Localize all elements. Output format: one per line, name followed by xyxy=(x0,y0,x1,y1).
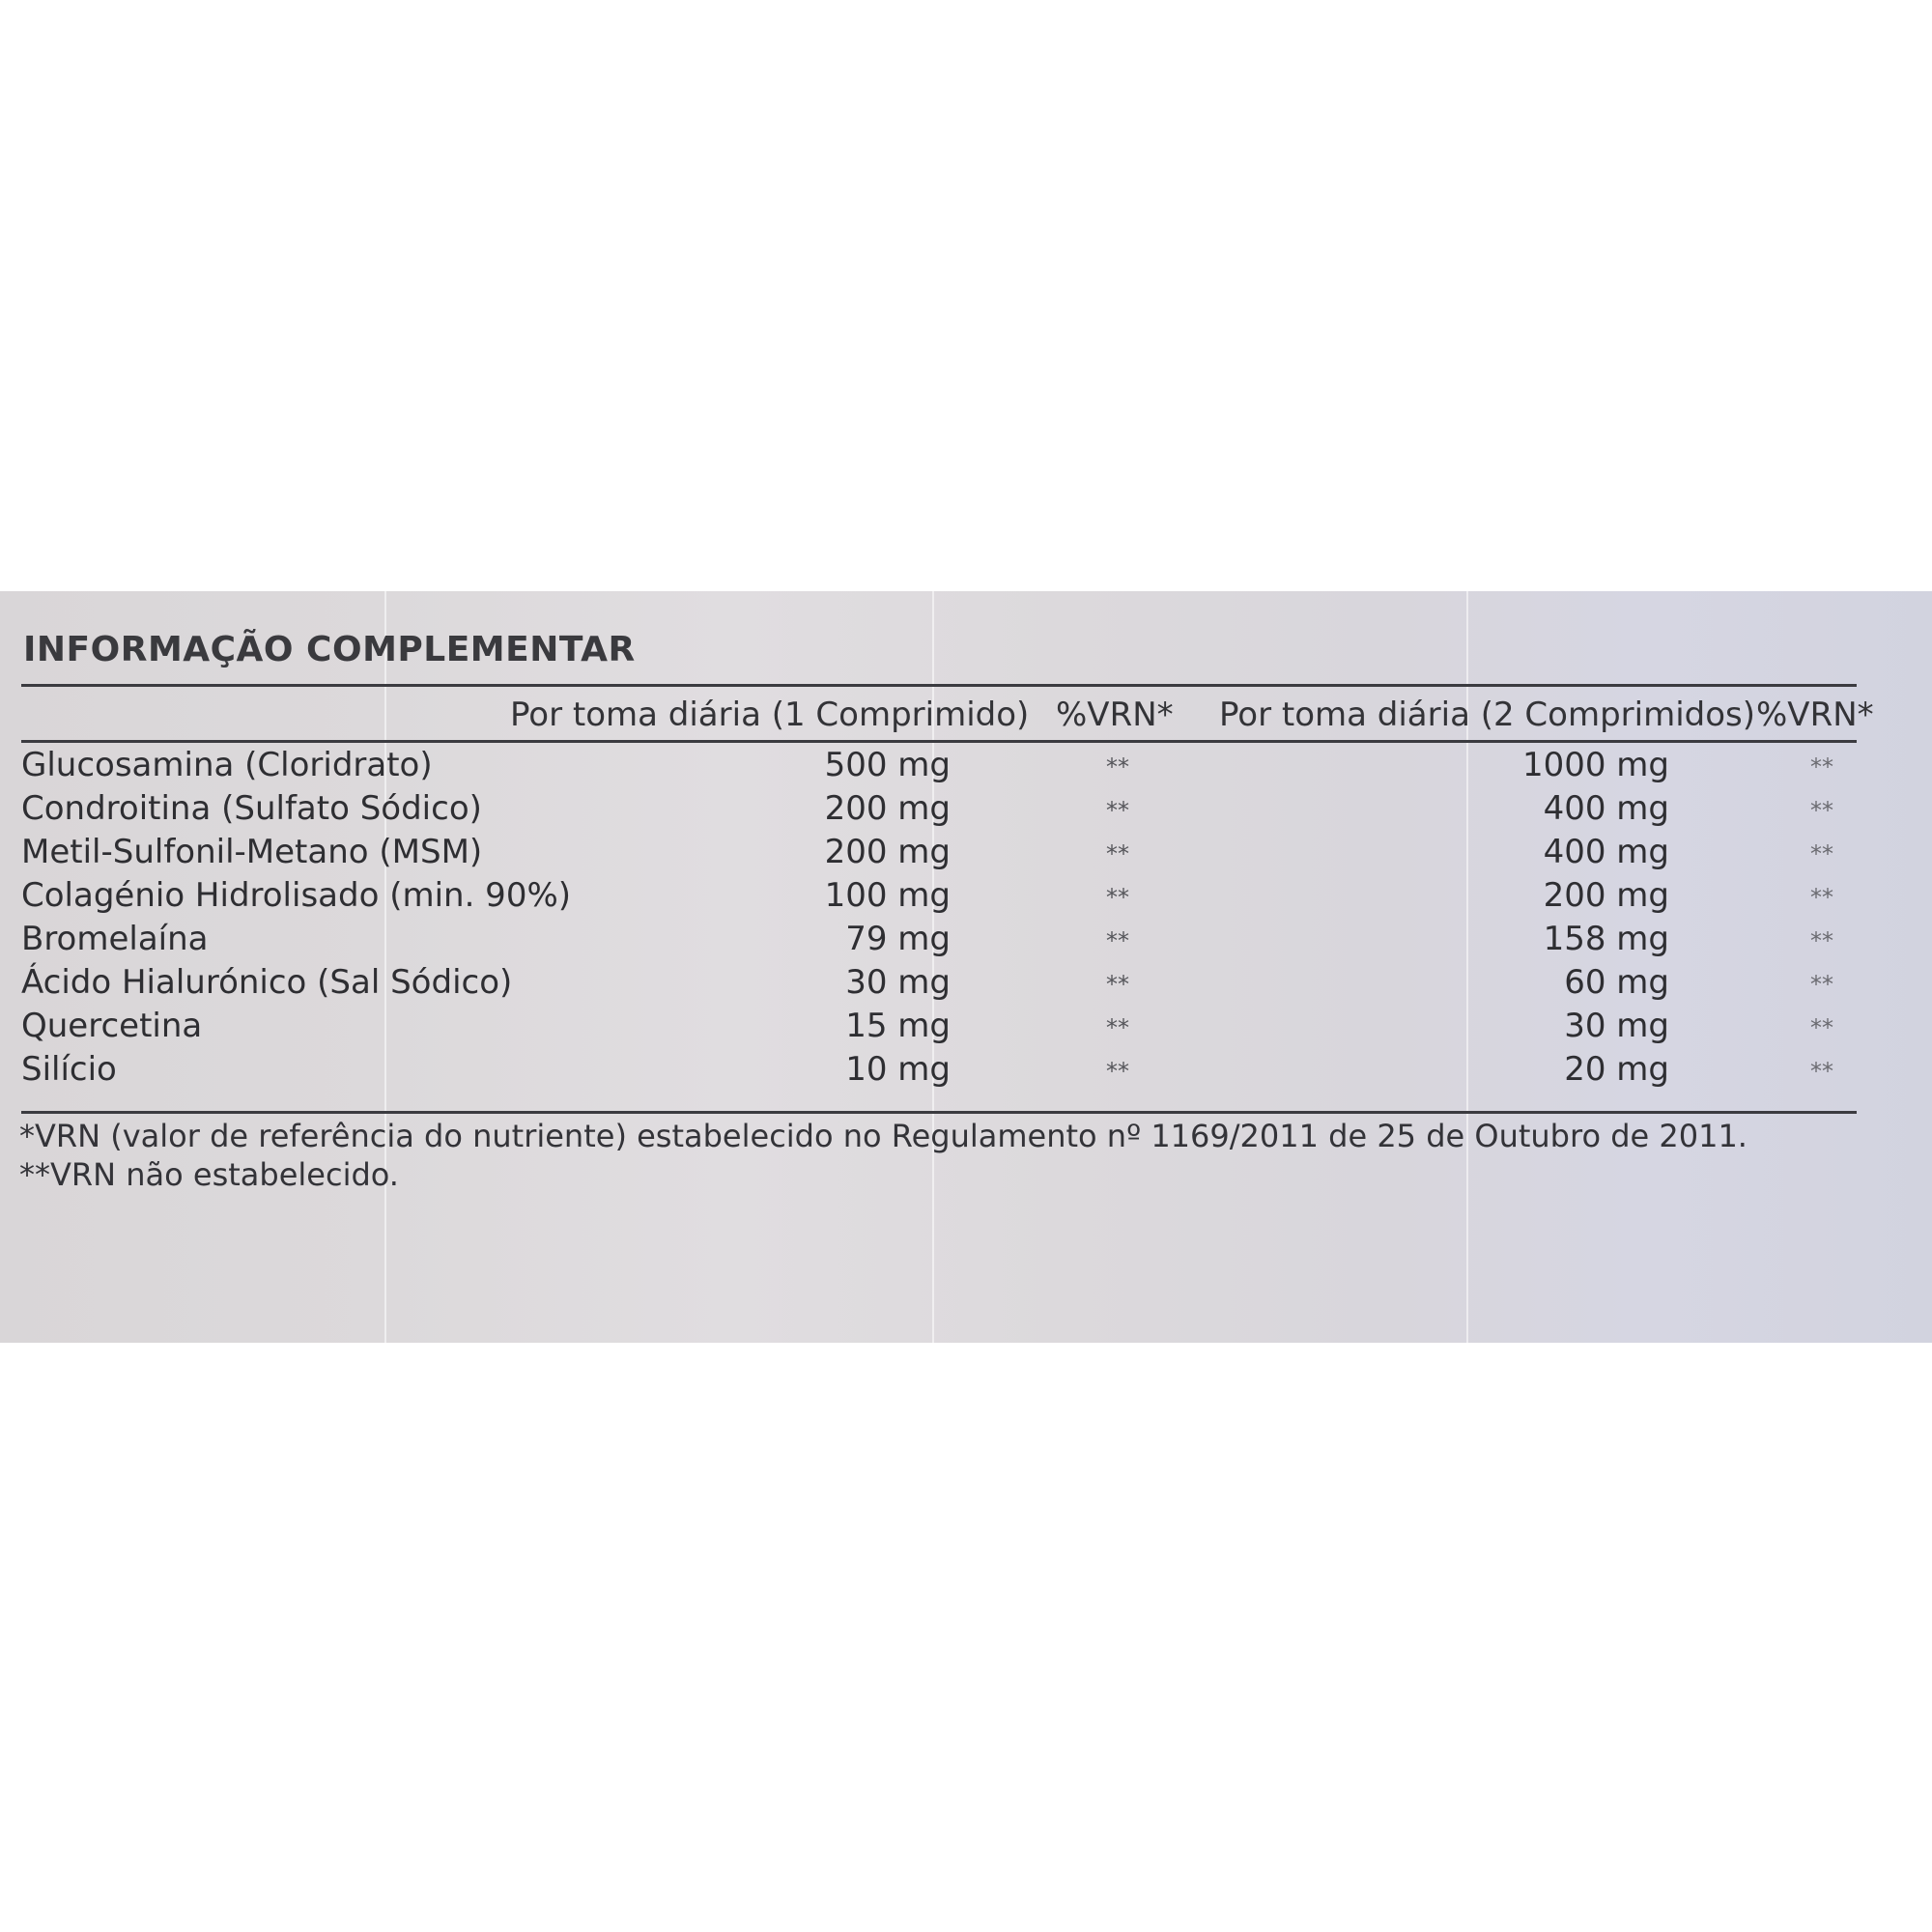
vrn-2-tablets: ** xyxy=(1810,840,1833,867)
dose-2-tablets: 30 mg xyxy=(1564,1007,1669,1045)
ingredient-name: Colagénio Hidrolisado (min. 90%) xyxy=(21,876,572,915)
vrn-2-tablets: ** xyxy=(1810,753,1833,781)
vrn-1-tablet: ** xyxy=(1106,1058,1129,1085)
table-row xyxy=(0,833,1932,875)
dose-2-tablets: 400 mg xyxy=(1543,833,1669,871)
vrn-2-tablets: ** xyxy=(1810,797,1833,824)
vrn-1-tablet: ** xyxy=(1106,927,1129,954)
supplement-label xyxy=(0,591,1932,1343)
dose-1-tablet: 200 mg xyxy=(824,833,951,871)
dose-2-tablets: 400 mg xyxy=(1543,789,1669,828)
table-row xyxy=(0,1050,1932,1093)
vrn-1-tablet: ** xyxy=(1106,884,1129,911)
ingredient-name: Glucosamina (Cloridrato) xyxy=(21,746,433,784)
ingredient-name: Ácido Hialurónico (Sal Sódico) xyxy=(21,963,513,1002)
vrn-1-tablet: ** xyxy=(1106,753,1129,781)
vrn-2-tablets: ** xyxy=(1810,971,1833,998)
section-title: INFORMAÇÃO COMPLEMENTAR xyxy=(23,630,636,669)
vrn-2-tablets: ** xyxy=(1810,1058,1833,1085)
ingredient-name: Silício xyxy=(21,1050,117,1089)
table-row xyxy=(0,876,1932,919)
table-row xyxy=(0,963,1932,1006)
dose-2-tablets: 60 mg xyxy=(1564,963,1669,1002)
vrn-1-tablet: ** xyxy=(1106,840,1129,867)
dose-2-tablets: 200 mg xyxy=(1543,876,1669,915)
dose-1-tablet: 79 mg xyxy=(845,920,951,958)
header-vrn-1: %VRN* xyxy=(1056,696,1174,734)
header-bottom-rule xyxy=(21,740,1857,743)
header-per-day-1: Por toma diária (1 Comprimido) xyxy=(510,696,1030,734)
vrn-2-tablets: ** xyxy=(1810,927,1833,954)
dose-1-tablet: 10 mg xyxy=(845,1050,951,1089)
footnote-vrn-not-established: **VRN não estabelecido. xyxy=(19,1156,399,1193)
dose-1-tablet: 500 mg xyxy=(824,746,951,784)
header-vrn-2: %VRN* xyxy=(1756,696,1874,734)
vrn-1-tablet: ** xyxy=(1106,797,1129,824)
vrn-1-tablet: ** xyxy=(1106,971,1129,998)
ingredient-name: Condroitina (Sulfato Sódico) xyxy=(21,789,482,828)
vrn-1-tablet: ** xyxy=(1106,1014,1129,1041)
dose-2-tablets: 158 mg xyxy=(1543,920,1669,958)
ingredient-name: Bromelaína xyxy=(21,920,209,958)
ingredient-name: Quercetina xyxy=(21,1007,203,1045)
dose-1-tablet: 200 mg xyxy=(824,789,951,828)
table-row xyxy=(0,1007,1932,1049)
footnote-vrn-definition: *VRN (valor de referência do nutriente) estabelecido no Regulamento nº 1169/2011 de 25 de Outubro de 2011. xyxy=(19,1118,1747,1154)
dose-2-tablets: 20 mg xyxy=(1564,1050,1669,1089)
dose-1-tablet: 100 mg xyxy=(824,876,951,915)
dose-2-tablets: 1000 mg xyxy=(1521,746,1669,784)
table-row xyxy=(0,746,1932,788)
ingredient-name: Metil-Sulfonil-Metano (MSM) xyxy=(21,833,483,871)
header-per-day-2: Por toma diária (2 Comprimidos) xyxy=(1219,696,1756,734)
table-bottom-rule xyxy=(21,1111,1857,1114)
table-row xyxy=(0,920,1932,962)
dose-1-tablet: 15 mg xyxy=(845,1007,951,1045)
vrn-2-tablets: ** xyxy=(1810,884,1833,911)
vrn-2-tablets: ** xyxy=(1810,1014,1833,1041)
table-row xyxy=(0,789,1932,832)
dose-1-tablet: 30 mg xyxy=(845,963,951,1002)
header-top-rule xyxy=(21,684,1857,687)
